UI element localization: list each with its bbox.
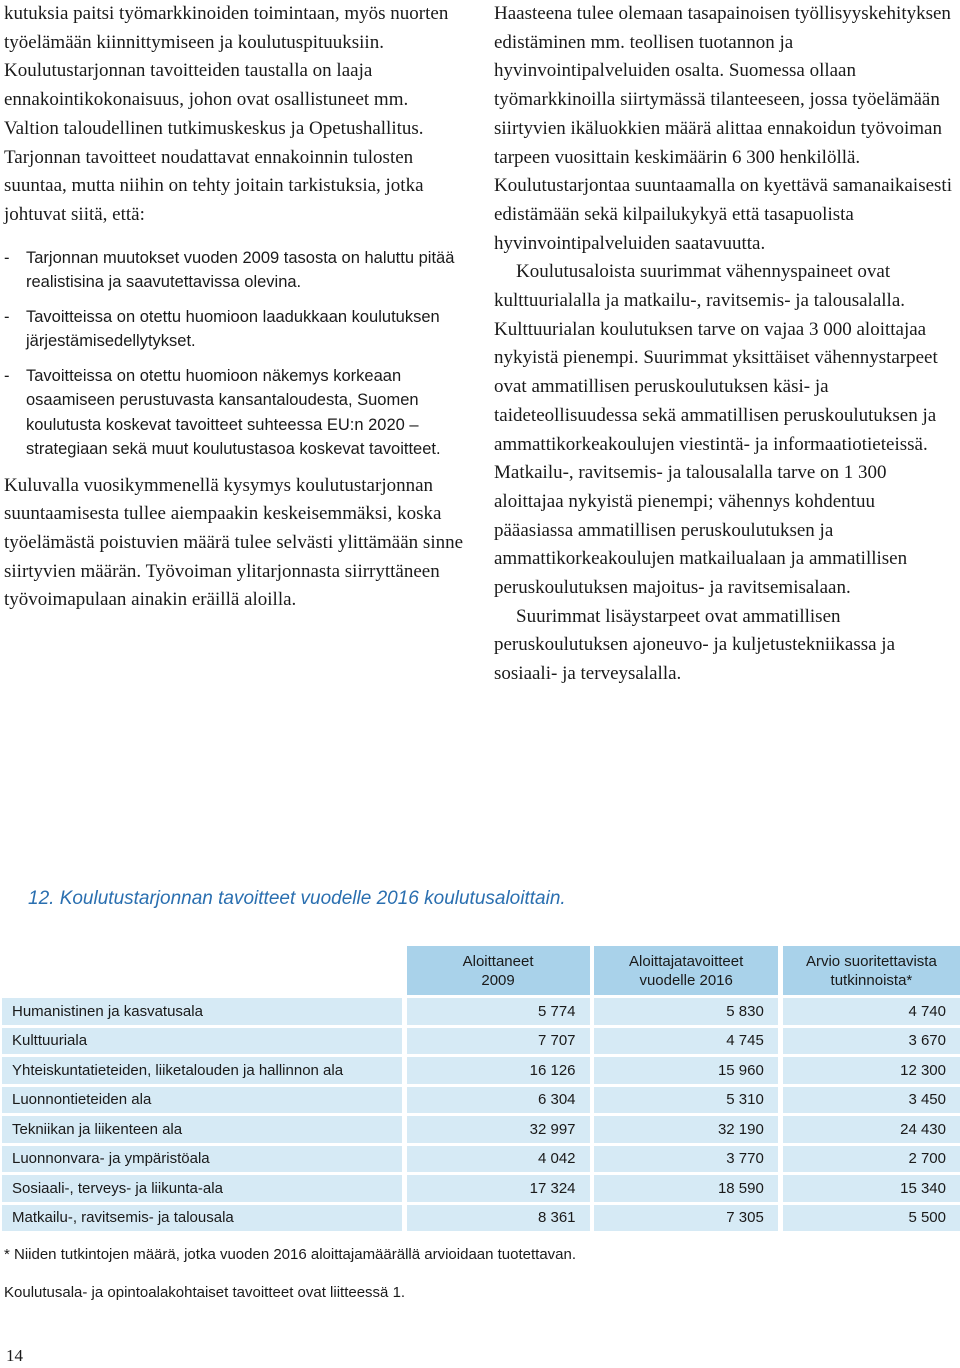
header-blank [2, 946, 402, 998]
left-paragraph-2: Kuluvalla vuosikymmenellä kysymys koulutustarjonnan suuntaamisesta tullee aiempaakin keskeisemmäksi, koska työelämästä poistuvien määrä tulee selvästi ylittämään sinne siirtyvien määrän. Työvoiman ylitarjonnasta siirryttäneen työvoimapulaan ainakin eräillä aloilla. [4, 474, 464, 611]
left-paragraph-1: kutuksia paitsi työmarkkinoiden toimintaan, myös nuorten työelämään kiinnittymiseen ja koulutuspituuksiin. Koulutustarjonnan tavoitteiden taustalla on laaja ennakointikokonaisuus, johon ovat osallistuneet mm. Valtion taloudellinen tutkimuskeskus ja Opetushallitus. Tarjonnan tavoitteet noudattavat ennakoinnin tulosten suuntaa, mutta niihin on tehty joitain tarkistuksia, jotka johtuvat siitä, että: [4, 3, 449, 225]
row-value: 3 450 [783, 1087, 960, 1117]
row-value: 15 340 [783, 1175, 960, 1205]
table-title: 12. Koulutustarjonnan tavoitteet vuodelle 2016 koulutusaloittain. [28, 888, 566, 909]
row-label: Kulttuuriala [2, 1028, 402, 1058]
row-label: Yhteiskuntatieteiden, liiketalouden ja hallinnon ala [2, 1057, 402, 1087]
header-arvio: Arvio suoritettavista tutkinnoista* [783, 946, 960, 998]
table-row [2, 998, 960, 1028]
row-value: 2 700 [783, 1146, 960, 1176]
row-value: 32 997 [407, 1116, 590, 1146]
row-value: 3 670 [783, 1028, 960, 1058]
row-value: 6 304 [407, 1087, 590, 1117]
row-value: 5 774 [407, 998, 590, 1028]
row-value: 7 707 [407, 1028, 590, 1058]
row-value: 18 590 [594, 1175, 777, 1205]
table-header-row [2, 946, 960, 998]
bullet-item: - Tavoitteissa on otettu huomioon näkemys korkeaan osaamiseen perustuvasta kansantaloudesta, Suomen koulutusta koskevat tavoitteet suhteessa EU:n 2020 –strategiaan sekä muut koulutustasoa koskevat tavoitteet. [4, 364, 466, 462]
row-value: 5 830 [594, 998, 777, 1028]
right-paragraph-1: Haasteena tulee olemaan tasapainoisen työllisyyskehityksen edistäminen mm. teollisen tuotannon ja hyvinvointipalveluiden osalta. Suomessa ollaan työmarkkinoilla siirtymässä tilanteeseen, jossa työelämään siirtyvien ikäluokkien määrä alittaa ennakoidun työvoiman tarpeen vuosittain keskimäärin 6 300 henkilöllä. Koulutustarjontaa suuntaamalla on kyettävä samanaikaisesti edistämään sekä kilpailukykyä että tasapuolista hyvinvointipalveluiden saatavuutta. [494, 3, 952, 254]
row-value: 5 500 [783, 1205, 960, 1235]
left-column [4, 0, 466, 615]
row-value: 12 300 [783, 1057, 960, 1087]
row-label: Tekniikan ja liikenteen ala [2, 1116, 402, 1146]
row-value: 3 770 [594, 1146, 777, 1176]
header-aloittajatavoitteet: Aloittajatavoitteet vuodelle 2016 [594, 946, 777, 998]
row-value: 7 305 [594, 1205, 777, 1235]
table-row [2, 1087, 960, 1117]
row-label: Humanistinen ja kasvatusala [2, 998, 402, 1028]
header-aloittaneet: Aloittaneet 2009 [407, 946, 590, 998]
row-value: 4 042 [407, 1146, 590, 1176]
right-column [494, 0, 956, 689]
table-footnote: * Niiden tutkintojen määrä, jotka vuoden 2016 aloittajamäärällä arvioidaan tuotettavan. [4, 1246, 577, 1263]
row-value: 5 310 [594, 1087, 777, 1117]
row-value: 17 324 [407, 1175, 590, 1205]
row-label: Luonnonvara- ja ympäristöala [2, 1146, 402, 1176]
row-value: 15 960 [594, 1057, 777, 1087]
table-row [2, 1028, 960, 1058]
row-value: 24 430 [783, 1116, 960, 1146]
table-row [2, 1146, 960, 1176]
data-table [2, 946, 960, 1234]
bullet-item: - Tavoitteissa on otettu huomioon laadukkaan koulutuksen järjestämisedellytykset. [4, 305, 466, 354]
table-row [2, 1057, 960, 1087]
row-value: 16 126 [407, 1057, 590, 1087]
bullet-item: - Tarjonnan muutokset vuoden 2009 tasosta on haluttu pitää realistisina ja saavutettavissa olevina. [4, 246, 466, 295]
bullet-list [4, 246, 466, 462]
table-row [2, 1116, 960, 1146]
row-label: Sosiaali-, terveys- ja liikunta-ala [2, 1175, 402, 1205]
row-label: Matkailu-, ravitsemis- ja talousala [2, 1205, 402, 1235]
row-label: Luonnontieteiden ala [2, 1087, 402, 1117]
right-paragraph-2: Koulutusaloista suurimmat vähennyspaineet ovat kulttuurialalla ja matkailu-, ravitsemis- ja talousalalla. Kulttuurialan koulutuksen tarve on vajaa 3 000 aloittajaa nykyistä pienempi. Suurimmat yksittäiset vähennystarpeet ovat ammatillisen peruskoulutuksen käsi- ja taideteollisuudessa sekä ammatillisen peruskoulutuksen ja ammattikorkeakoulujen viestintä- ja informaatiotieteissä. Matkailu-, ravitsemis- ja talousalalla tarve on 1 300 aloittajaa nykyistä pienempi; vähennys kohdentuu pääasiassa ammatillisen peruskoulutuksen ja ammattikorkeakoulujen matkailualaan ja ammatillisen peruskoulutuksen majoitus- ja ravitsemisalaan. [494, 261, 938, 599]
right-paragraph-3: Suurimmat lisäystarpeet ovat ammatillisen peruskoulutuksen ajoneuvo- ja kuljetustekniikassa ja sosiaali- ja terveysalalla. [494, 605, 896, 685]
row-value: 4 740 [783, 998, 960, 1028]
row-value: 4 745 [594, 1028, 777, 1058]
table-row [2, 1175, 960, 1205]
page-number: 14 [6, 1346, 23, 1365]
appendix-note: Koulutusala- ja opintoalakohtaiset tavoitteet ovat liitteessä 1. [4, 1284, 406, 1301]
row-value: 32 190 [594, 1116, 777, 1146]
row-value: 8 361 [407, 1205, 590, 1235]
table-row [2, 1205, 960, 1235]
